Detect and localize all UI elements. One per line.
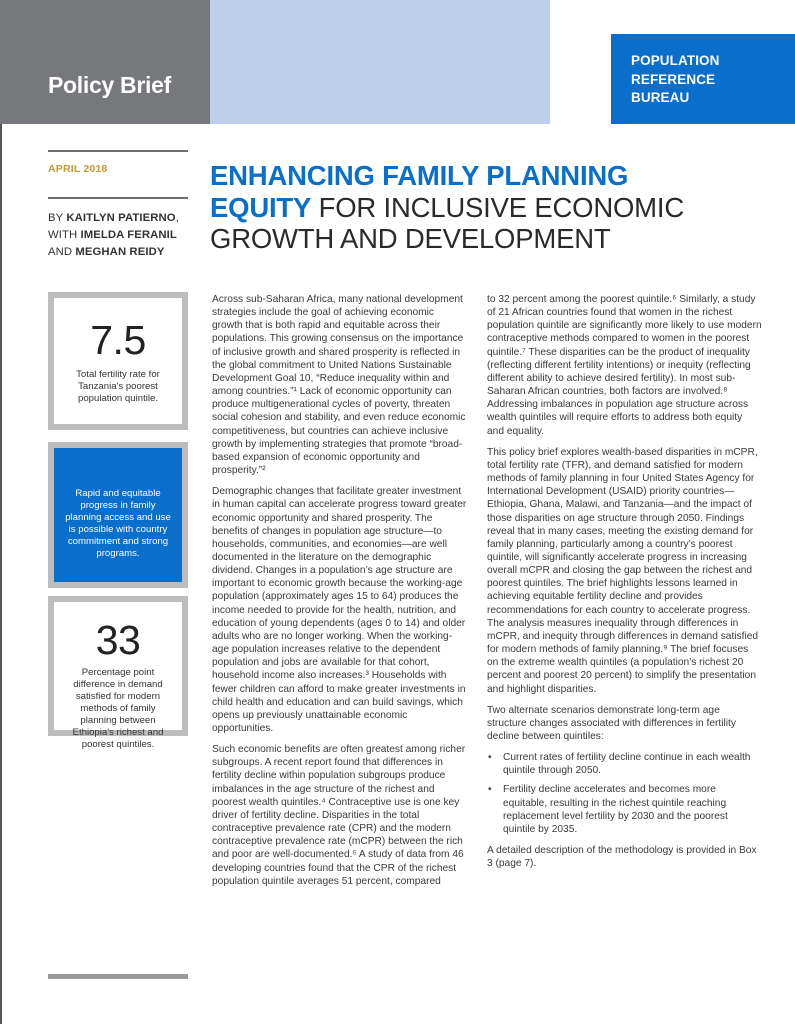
stat-value: 33: [95, 617, 141, 663]
scenario-list: [487, 751, 762, 836]
header-gray-band: [0, 0, 210, 124]
stat-caption: Percentage point difference in demand satisfied for modern methods of family planning between Ethiopia's richest and poorest quintiles.: [72, 667, 164, 750]
publisher-logo: [611, 34, 795, 124]
author-name: IMELDA FERANIL: [80, 228, 177, 241]
paragraph: This policy brief explores wealth-based disparities in mCPR, total fertility rate (TFR), and demand satisfied for modern methods of family planning in four United States Agency for International Development (USAID) priority countries—Ethiopia, Ghana, Malawi, and Tanzania—and the impact of those disparities on age structure through 2050. Findings reveal that in many cases, meeting the existing demand for family planning, particularly among a country’s poorest quintile, will significantly accelerate progress in increasing overall mCPR and closing the gap between the richest and poorest quintiles. The brief highlights lessons learned in achieving equitable fertility decline and provides recommendations for each country to accelerate progress. The analysis measures inequality through differences in mCPR, and inequity through differences in demand satisfied for modern methods of family planning.⁹ The brief focuses on the extreme wealth quintiles (a population’s richest 20 percent and poorest 20 percent) to simplify the presentation and highlight disparities.: [487, 446, 759, 695]
footer-bar: [48, 974, 188, 979]
page-title: [210, 160, 684, 255]
divider-top: [48, 150, 188, 152]
paragraph: Demographic changes that facilitate greater investment in human capital can accelerate progress toward greater economic opportunity and shared prosperity. The benefits of changes in population age structure—to households, communities, and economies—are well documented in the literature on the demographic dividend. Changes in a population’s age structure are important to economic growth because the working-age population (approximately ages 15 to 64) produces the income needed to provide for the health, nutrition, and education of young dependents (ages 0 to 14) and older adults who are no longer working. When the working-age population increases relative to the dependent population and jobs are available for that cohort, household income also increases.³ Households with fewer children can afford to make greater investments in child health and education and can build savings, which opens up previously unattainable economic opportunities.: [212, 486, 467, 734]
page-edge: [0, 0, 2, 1024]
byline: [48, 210, 179, 260]
body-column-2: [487, 293, 762, 878]
publication-date: APRIL 2018: [48, 163, 108, 175]
stat-box-tfr: [48, 292, 188, 430]
byline-line: WITH IMELDA FERANIL: [48, 228, 177, 241]
paragraph: Such economic benefits are often greatest among richer subgroups. A recent report found that differences in fertility decline within population subgroups produce imbalances in the age structure of the richest and poorest wealth quintiles.⁴ Contraceptive use is one key driver of fertility decline. Disparities in the total contraceptive prevalence rate (CPR) and the modern contraceptive prevalence rate (mCPR) between the rich and poor are well-documented.⁵ A study of data from 46 developing countries found that the CPR of the richest population quintile averages 51 percent, compared: [212, 744, 466, 887]
stat-caption: Total fertility rate for Tanzania's poorest population quintile.: [76, 369, 160, 404]
paragraph: Two alternate scenarios demonstrate long-term age structure changes associated with differences in fertility decline between quintiles:: [487, 704, 736, 742]
title-text: FOR INCLUSIVE ECONOMIC: [311, 191, 684, 223]
byline-line: BY KAITLYN PATIERNO,: [48, 212, 179, 224]
list-item: • Fertility decline accelerates and becomes more equitable, resulting in the richest quintile reaching replacement level fertility by 2030 and the poorest quintile by 2035.: [487, 783, 762, 836]
doc-type-label: Policy Brief: [48, 72, 171, 98]
title-text: GROWTH AND DEVELOPMENT: [210, 223, 611, 254]
body-column-1: [212, 293, 467, 896]
author-name: KAITLYN PATIERNO: [66, 212, 176, 224]
publisher-line-2: REFERENCE: [631, 71, 716, 87]
publisher-line-3: BUREAU: [631, 90, 690, 105]
stat-value: 7.5: [90, 317, 146, 363]
paragraph: Across sub-Saharan Africa, many national development strategies include the goal of achieving economic growth that is both rapid and equitable across their populations. This growing consensus on the importance of inclusive growth and shared prosperity is reflected in the global commitment to United Nations Sustainable Development Goal 10, “Reduce inequality within and among countries.”¹ Lack of economic opportunity can produce multigenerational cycles of poverty, threaten social cohesion and stability, and even reduce economic competitiveness, but countries can achieve inclusive growth by implementing strategies that promote “broad-based expansion of economic opportunity and prosperity.”²: [212, 294, 466, 477]
byline-line: AND MEGHAN REIDY: [48, 245, 165, 258]
callout-text: Rapid and equitable progress in family planning access and use is possible with country commitment and strong programs.: [65, 488, 171, 559]
publisher-line-1: POPULATION: [631, 53, 720, 68]
paragraph: to 32 percent among the poorest quintile.⁶ Similarly, a study of 21 African countries found that women in the richest population quintile are significantly more likely to use modern contraceptive methods compared to women in the poorest quintile.⁷ These disparities can be the product of inequality (reflecting different fertility intentions) or inequity (reflecting different ability to achieve desired fertility). In most sub-Saharan African countries, both factors are involved.⁸ Addressing imbalances in population age structure across wealth quintiles will require efforts to address both equity and equality.: [487, 294, 762, 437]
title-highlight: EQUITY: [210, 191, 312, 223]
divider-date: [48, 197, 188, 199]
paragraph: A detailed description of the methodology is provided in Box 3 (page 7).: [487, 845, 757, 870]
callout-box: [48, 442, 188, 588]
author-name: MEGHAN REIDY: [75, 245, 165, 258]
stat-box-demand: [48, 596, 188, 750]
header-light-band: [210, 0, 550, 124]
list-item: • Current rates of fertility decline continue in each wealth quintile through 2050.: [487, 751, 762, 777]
title-highlight: ENHANCING FAMILY PLANNING: [210, 160, 629, 191]
